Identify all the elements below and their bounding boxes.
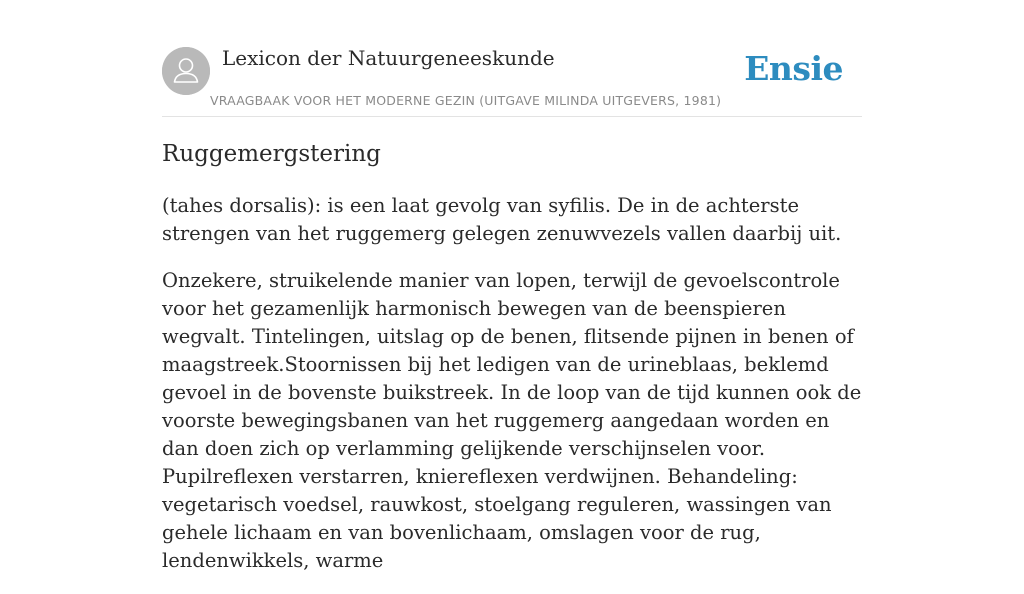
ensie-logo-link[interactable]: Ensie xyxy=(744,49,843,88)
article-paragraph: Onzekere, struikelende manier van lopen, terwijl de gevoelscontrole voor het gezamenlijk harmonisch bewegen van de beenspieren wegvalt. Tintelingen, uitslag op de benen, flitsende pijnen in benen of maagstreek.Stoornissen bij het ledigen van de urineblaas, beklemd gevoel in de bovenste buikstreek. In de loop van de tijd kunnen ook de voorste bewegingsbanen van het ruggemerg aangedaan worden en dan doen zich op verlamming gelijkende verschijnselen voor. Pupilreflexen verstarren, kniereflexen verdwijnen. Behandeling: vegetarisch voedsel, rauwkost, stoelgang reguleren, wassingen van gehele lichaam en van bovenlichaam, omslagen voor de rug, lendenwikkels, warme xyxy=(162,269,862,572)
page xyxy=(162,0,862,572)
article-paragraph: (tahes dorsalis): is een laat gevolg van syfilis. De in de achterste strengen van het ruggemerg gelegen zenuwvezels vallen daarbij uit. xyxy=(162,194,842,245)
user-avatar-icon[interactable] xyxy=(162,47,210,95)
article-body xyxy=(162,192,862,594)
book-header xyxy=(162,0,862,117)
book-title[interactable]: Lexicon der Natuurgeneeskunde xyxy=(222,46,555,70)
article-title: Ruggemergstering xyxy=(162,141,381,167)
book-subtitle: VRAAGBAAK VOOR HET MODERNE GEZIN (UITGAVE MILINDA UITGEVERS, 1981) xyxy=(210,93,722,108)
